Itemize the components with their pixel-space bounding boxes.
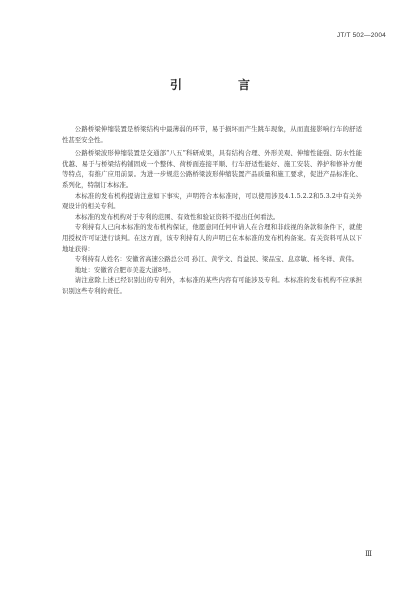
standard-code: JT/T 502—2004 bbox=[336, 32, 386, 39]
paragraph-patent-licensing: 专利持有人已向本标准的发布机构保证，他愿意同任何申请人在合理和非歧视的条款和条件下，就使用授权许可证进行谈判。在这方面，该专利持有人的声明已在本标准的发布机构备案。有关资料可从以下地址获得： bbox=[62, 223, 362, 253]
paragraph-background: 公路桥梁波形伸缩装置是交通部“八五”科研成果，具有结构合理、外形美观、伸缩性能强、防水性能优越、易于与桥梁结构铺固成一个整体、荷桥面连接平顺、行车舒适性能好、施工安装、养护和修补方便等特点，有推广应用前景。为进一步规范公路桥梁波形伸缩装置产品质量和施工要求，促进产品标准化、系列化，特制订本标准。 bbox=[62, 149, 362, 189]
page-title: 引 言 bbox=[169, 78, 272, 92]
paragraph-address: 地址：安徽省合肥市美菱大道8号。 bbox=[74, 265, 175, 274]
paragraph-patent-disclaimer: 请注意除上述已经识别出的专利外，本标准的某些内容有可能涉及专利。本标准的发布机构不应承担识别这些专利的责任。 bbox=[62, 276, 362, 295]
introduction-body bbox=[62, 124, 362, 297]
paragraph-patent-position: 本标准的发布机构对于专利的范围、有效性和验证资料不提出任何看法。 bbox=[74, 212, 280, 221]
page-number: Ⅲ bbox=[365, 550, 372, 558]
paragraph-safety: 公路桥梁伸缩装置是桥梁结构中最薄弱的环节，易于损坏而产生跳车现象，从而直接影响行车的舒适性甚至安全性。 bbox=[62, 125, 362, 144]
paragraph-patent-notice: 本标准的发布机构提请注意如下事实，声明符合本标准时，可以使用涉及4.1.5.2.2和5.3.2中有关外观设计的相关专利。 bbox=[62, 191, 362, 211]
paragraph-patent-holder: 专利持有人姓名：安徽省高速公路总公司 孙江、黄学文、肖益民、梁品宝、息彦敏、杨冬祥、黄伟。 bbox=[74, 255, 359, 264]
